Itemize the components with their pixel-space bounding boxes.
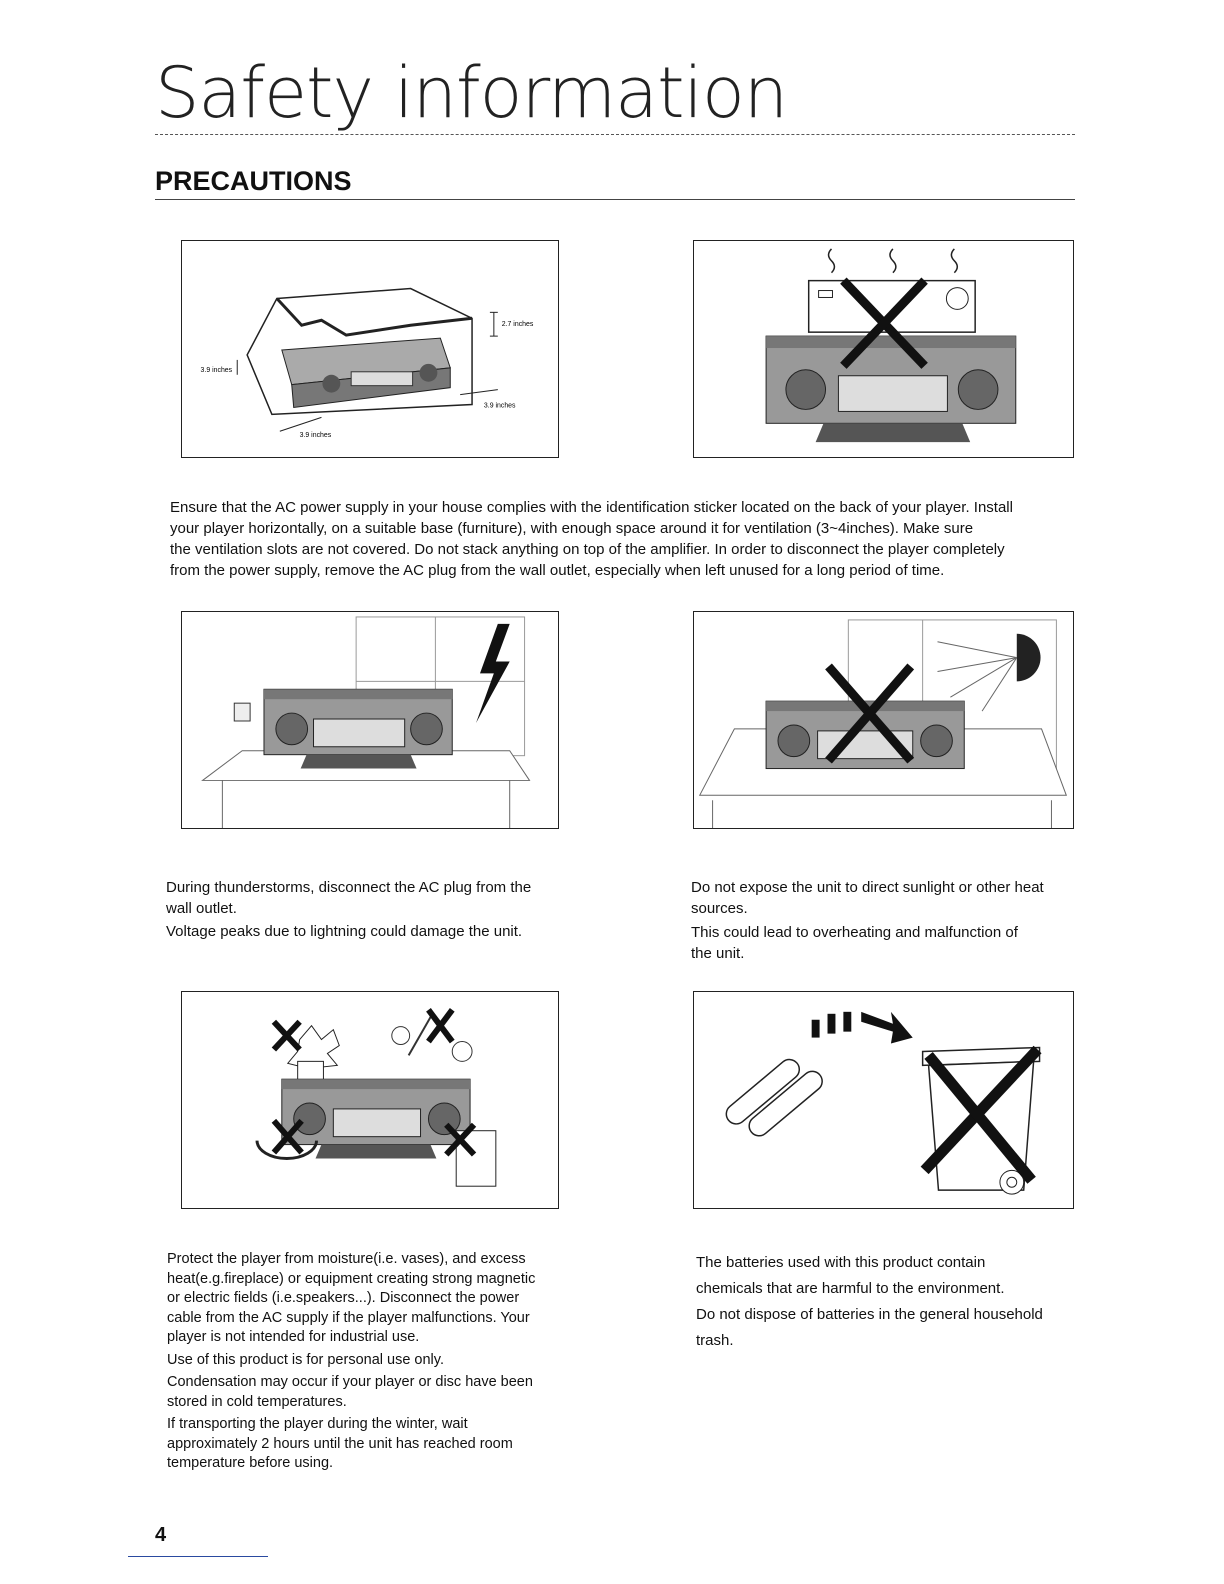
figure-no-stacking xyxy=(693,240,1074,458)
batteries-text xyxy=(696,1250,1096,1354)
section-rule xyxy=(155,199,1075,200)
thunderstorm-illustration xyxy=(182,612,558,828)
batteries-line: The batteries used with this product contain xyxy=(696,1254,986,1271)
label-right: 3.9 inches xyxy=(483,402,516,410)
section-heading: PRECAUTIONS xyxy=(155,166,352,196)
label-bottom: 3.9 inches xyxy=(299,432,332,440)
moisture-line: approximately 2 hours until the unit has reached room xyxy=(167,1435,513,1452)
intro-line: the ventilation slots are not covered. Do not stack anything on top of the amplifier. In order to disconnect the player completely xyxy=(170,541,1005,558)
intro-line: your player horizontally, on a suitable base (furniture), with enough space around it for ventilation (3~4inches). Make sure xyxy=(170,520,974,537)
intro-line: Ensure that the AC power supply in your house complies with the identification sticker located on the back of your player. Install xyxy=(170,499,1013,516)
figure-moisture-heat xyxy=(181,991,559,1209)
no-stacking-illustration xyxy=(694,241,1073,457)
intro-line: from the power supply, remove the AC plug from the wall outlet, especially when left unused for a long period of time. xyxy=(170,562,945,579)
moisture-line: If transporting the player during the winter, wait xyxy=(167,1416,468,1432)
figure-thunderstorm xyxy=(181,611,559,829)
moisture-heat-illustration xyxy=(182,992,558,1208)
sunlight-text xyxy=(691,877,1091,964)
moisture-line: cable from the AC supply if the player malfunctions. Your xyxy=(167,1309,530,1326)
label-top: 2.7 inches xyxy=(501,321,534,329)
moisture-line: stored in cold temperatures. xyxy=(167,1393,347,1410)
moisture-line: player is not intended for industrial use. xyxy=(167,1329,420,1345)
figure-ventilation xyxy=(181,240,559,458)
moisture-text xyxy=(167,1250,587,1474)
footer-rule xyxy=(128,1556,268,1557)
moisture-line: Use of this product is for personal use only. xyxy=(167,1351,444,1368)
moisture-line: or electric fields (i.e.speakers...). Disconnect the power xyxy=(167,1290,520,1306)
label-left: 3.9 inches xyxy=(200,366,233,374)
intro-paragraph xyxy=(170,497,1085,581)
page-number: 4 xyxy=(155,1524,167,1546)
moisture-line: Condensation may occur if your player or disc have been xyxy=(167,1374,533,1390)
sunlight-line: the unit. xyxy=(691,945,745,962)
moisture-line: heat(e.g.fireplace) or equipment creating strong magnetic xyxy=(167,1270,536,1287)
page-title: Safety information xyxy=(155,52,788,134)
sunlight-line: Do not expose the unit to direct sunlight or other heat xyxy=(691,879,1044,896)
moisture-line: Protect the player from moisture(i.e. vases), and excess xyxy=(167,1251,526,1267)
thunderstorm-line: wall outlet. xyxy=(166,900,237,917)
ventilation-illustration xyxy=(182,241,558,457)
batteries-illustration xyxy=(694,992,1073,1208)
batteries-line: chemicals that are harmful to the environment. xyxy=(696,1280,1005,1297)
batteries-line: Do not dispose of batteries in the general household xyxy=(696,1306,1043,1323)
moisture-line: temperature before using. xyxy=(167,1455,334,1471)
title-rule xyxy=(155,134,1075,135)
sunlight-line: sources. xyxy=(691,900,748,917)
thunderstorm-line: Voltage peaks due to lightning could damage the unit. xyxy=(166,923,523,940)
figure-sunlight xyxy=(693,611,1074,829)
thunderstorm-text xyxy=(166,877,586,942)
batteries-line: trash. xyxy=(696,1332,734,1349)
sunlight-line: This could lead to overheating and malfunction of xyxy=(691,924,1018,941)
figure-batteries xyxy=(693,991,1074,1209)
thunderstorm-line: During thunderstorms, disconnect the AC plug from the xyxy=(166,879,532,896)
sunlight-illustration xyxy=(694,612,1073,828)
